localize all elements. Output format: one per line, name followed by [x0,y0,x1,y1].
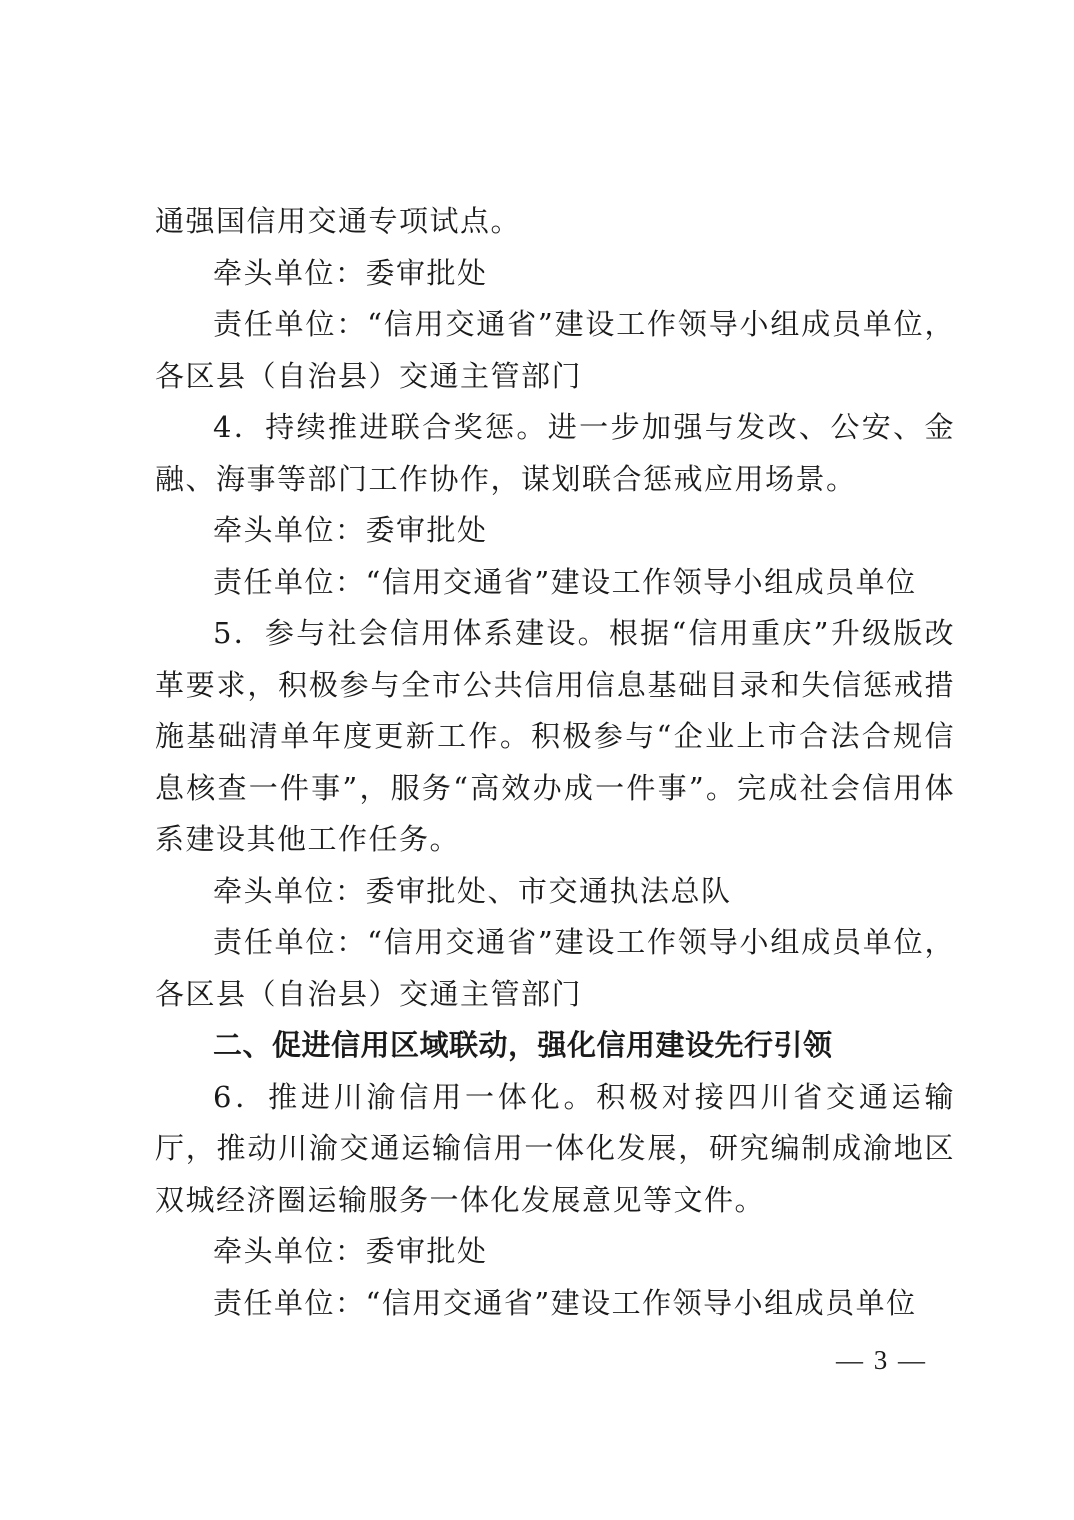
paragraph-continuation: 通强国信用交通专项试点。 [155,204,522,238]
responsible-unit-line: 责任单位：“信用交通省”建设工作领导小组成员单位 [213,1285,917,1320]
responsible-unit-line: 责任单位：“信用交通省”建设工作领导小组成员单位，各区县（自治县）交通主管部门 [155,925,955,1011]
responsible-unit-line: 责任单位：“信用交通省”建设工作领导小组成员单位 [213,564,917,599]
lead-unit-line: 牵头单位：委审批处、市交通执法总队 [213,873,732,908]
item-6-paragraph: 6．推进川渝信用一体化。积极对接四川省交通运输厅，推动川渝交通运输信用一体化发展，研究编制成渝地区双城经济圈运输服务一体化发展意见等文件。 [155,1079,955,1217]
section-heading: 二、促进信用区域联动，强化信用建设先行引领 [213,1028,833,1062]
page-number: — 3 — [836,1345,927,1375]
item-5-paragraph: 5．参与社会信用体系建设。根据“信用重庆”升级版改革要求，积极参与全市公共信用信息基础目录和失信惩戒措施基础清单年度更新工作。积极参与“企业上市合法合规信息核查一件事”，服务“高效办成一件事”。完成社会信用体系建设其他工作任务。 [155,616,955,856]
lead-unit-line: 牵头单位：委审批处 [213,255,488,290]
body-text [155,196,955,1329]
lead-unit-line: 牵头单位：委审批处 [213,1234,488,1268]
item-4-paragraph: 4．持续推进联合奖惩。进一步加强与发改、公安、金融、海事等部门工作协作，谋划联合惩戒应用场景。 [155,410,955,496]
responsible-unit-line: 责任单位：“信用交通省”建设工作领导小组成员单位，各区县（自治县）交通主管部门 [155,307,955,393]
lead-unit-line: 牵头单位：委审批处 [213,513,488,547]
